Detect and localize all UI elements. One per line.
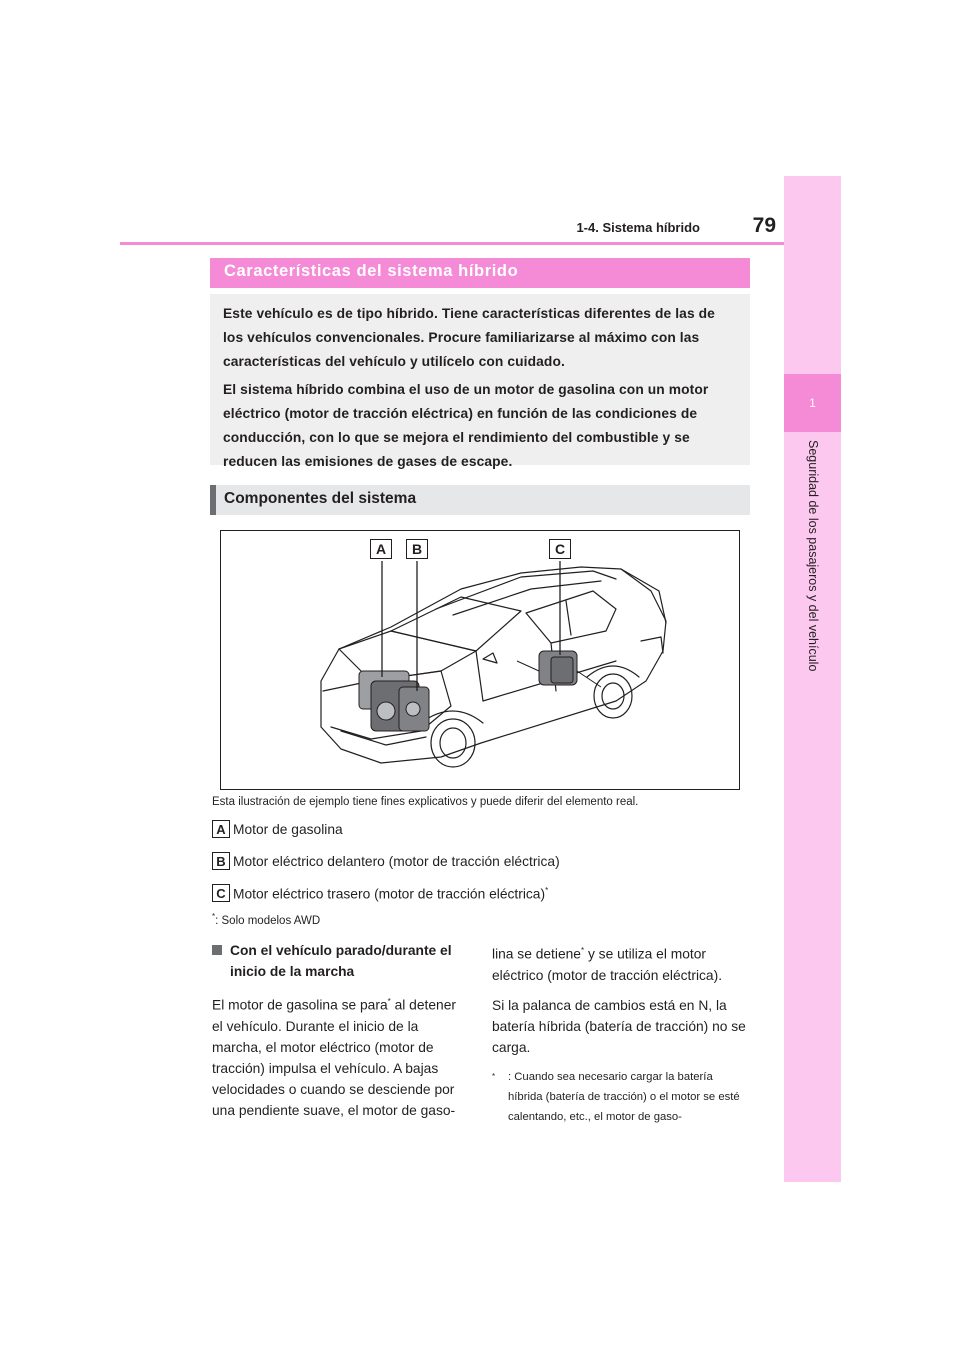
side-tab-label: Seguridad de los pasajeros y del vehículo	[806, 440, 820, 672]
footnote-mark: *	[387, 997, 391, 1006]
footnote-mark: *	[212, 912, 216, 921]
section-heading-text: Características del sistema híbrido	[224, 262, 519, 280]
legend-text: Motor eléctrico trasero (motor de tracción eléctrica)*	[233, 886, 549, 902]
rear-wheel	[594, 674, 632, 718]
body-paragraph: El motor de gasolina se para* al detener el vehículo. Durante el inicio de la marcha, el motor eléctrico (motor de tracción) impulsa el vehículo. A bajas velocidades o cuando se desciende por una pendiente suave, el motor de gaso-	[212, 997, 456, 1118]
header-rule	[120, 242, 784, 245]
legend-text: Motor de gasolina	[233, 822, 343, 837]
section-heading-hybrid-features	[210, 258, 750, 288]
legend-key: C	[212, 884, 230, 902]
section-heading-components	[210, 485, 750, 515]
footnote-note: * : Cuando sea necesario cargar la batería híbrida (batería de tracción) o el motor se esté calentando, etc., el motor de gaso-	[492, 1070, 740, 1123]
square-bullet-icon	[212, 945, 222, 955]
car-windshield	[391, 597, 521, 651]
heading-accent-bar	[210, 485, 216, 515]
figure-label-c: C	[549, 539, 571, 559]
car-body-outline	[321, 567, 666, 763]
body-column-left	[212, 940, 467, 1130]
intro-paragraph-1: Este vehículo es de tipo híbrido. Tiene características diferentes de las de los vehículos convencionales. Procure familiarizarse al máximo con las características del vehículo y utilícelo con cuidado.	[223, 306, 715, 369]
intro-paragraph-2: El sistema híbrido combina el uso de un motor de gasolina con un motor eléctrico (motor de tracción eléctrica) en función de las condiciones de conducción, con lo que se mejora el rendimiento del combustible y se reducen las emisiones de gases de escape.	[223, 382, 709, 469]
legend-key: B	[212, 852, 230, 870]
body-column-right	[492, 940, 747, 1127]
car-roof	[436, 571, 616, 609]
chapter-title: 1-4. Sistema híbrido	[576, 220, 700, 235]
intro-box	[210, 294, 750, 469]
footnote-mark: *	[545, 886, 549, 895]
footnote-mark: *	[580, 946, 585, 955]
figure-label-b: B	[406, 539, 428, 559]
vehicle-illustration	[220, 530, 740, 790]
front-wheel	[431, 719, 475, 767]
body-paragraph: lina se detiene* y se utiliza el motor eléctrico (motor de tracción eléctrica).	[492, 946, 723, 983]
legend-text: Motor eléctrico delantero (motor de tracción eléctrica)	[233, 854, 560, 869]
car-drawing	[221, 531, 739, 789]
footnote-mark: *	[492, 1071, 496, 1081]
legend-key: A	[212, 820, 230, 838]
subheading-stopped-start: Con el vehículo parado/durante el inicio de la marcha	[212, 940, 467, 982]
page-number: 79	[752, 214, 776, 237]
figure-caption: Esta ilustración de ejemplo tiene fines explicativos y puede diferir del elemento real.	[212, 796, 639, 808]
footnote: *: Solo modelos AWD	[212, 912, 321, 927]
engine-block	[359, 671, 429, 731]
side-tab-label-area	[784, 440, 841, 760]
side-tab-chapter-number: 1	[784, 374, 841, 432]
figure-label-a: A	[370, 539, 392, 559]
section-heading-text: Componentes del sistema	[224, 490, 417, 507]
body-paragraph: Si la palanca de cambios está en N, la batería híbrida (batería de tracción) no se carga.	[492, 997, 746, 1055]
